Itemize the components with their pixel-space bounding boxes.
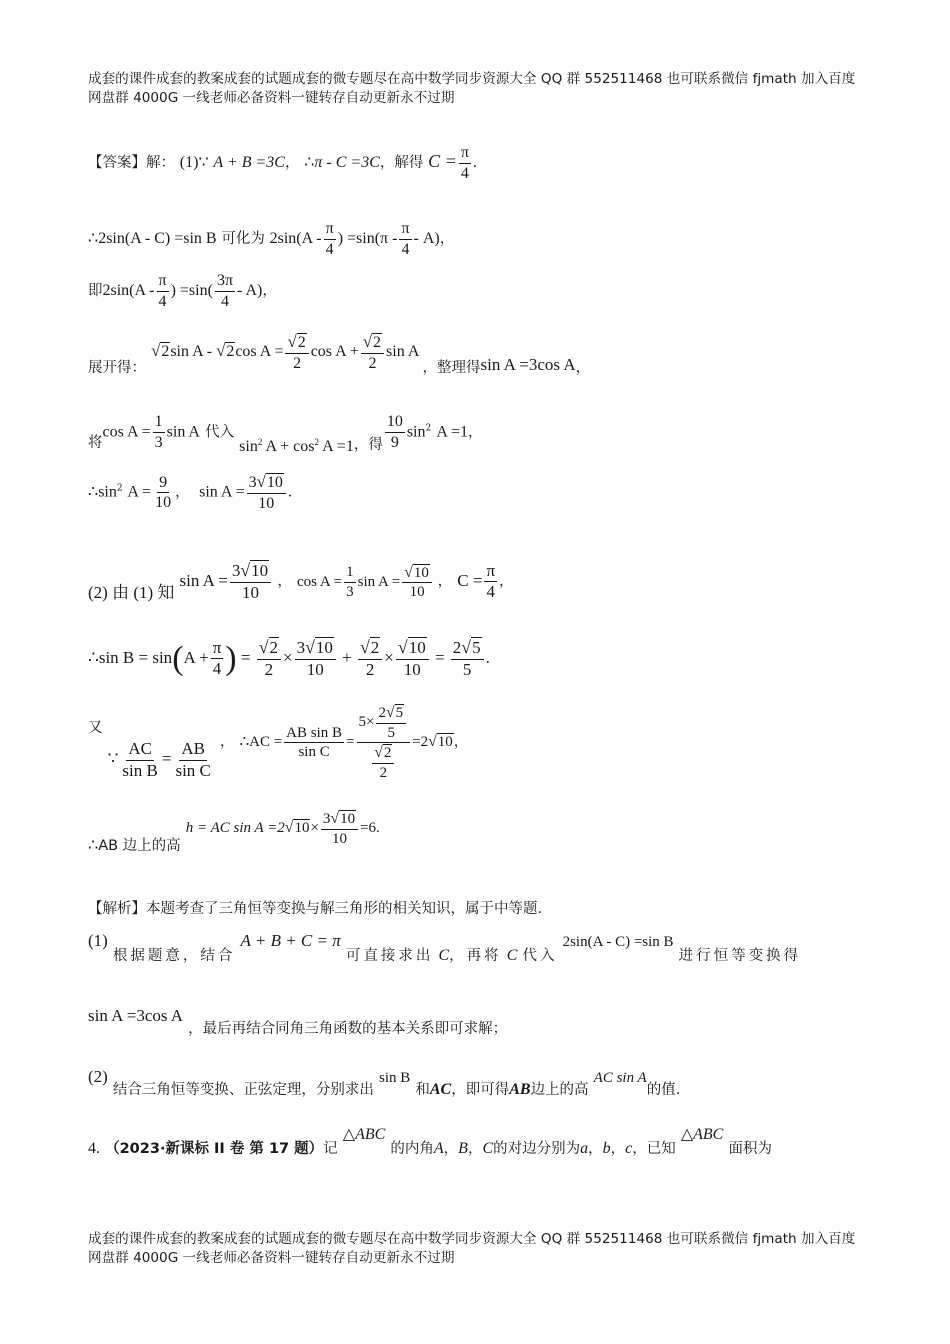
denominator: 10 <box>332 830 347 847</box>
var-c: C <box>438 947 450 964</box>
expr-part: cos A = <box>296 573 343 590</box>
answer-line-7 <box>88 561 514 602</box>
expr-part: sin <box>239 437 258 455</box>
radicand: 2 <box>370 638 380 657</box>
kehua-label: 可化为 <box>221 231 265 248</box>
zhengli-label: ，整理得 <box>422 360 481 377</box>
jie-label: 解： <box>146 155 175 172</box>
text-span: 记 <box>323 1141 338 1157</box>
question-source: （2023·新课标 II 卷 第 17 题） <box>105 1141 324 1157</box>
var-a: a <box>580 1140 589 1157</box>
comma: ， <box>610 1141 626 1157</box>
frac-pi-4 <box>459 144 471 182</box>
denominator: sin C <box>175 760 211 780</box>
denominator: 4 <box>401 240 410 258</box>
times: × <box>310 819 319 836</box>
denominator: 4 <box>460 164 469 182</box>
expr-acsina: AC sin A <box>593 1070 647 1086</box>
var-b: b <box>602 1140 611 1157</box>
period: . <box>485 647 490 667</box>
because-symbol: ∵ <box>198 154 209 172</box>
expr-part: ) =sin(π - <box>337 230 398 248</box>
text-span: 的对边分别为 <box>493 1141 581 1157</box>
frac-1-3 <box>344 564 356 600</box>
analysis-line-3 <box>88 1005 508 1037</box>
part-2-label: (2) 由 (1) 知 <box>88 582 175 602</box>
text-span: ，最后再结合同角三角函数的基本关系即可求解； <box>188 1021 508 1037</box>
text-span: 根据题意，结合 <box>112 948 236 964</box>
text-span: 边上的高 <box>530 1082 589 1098</box>
radicand: 2 <box>383 745 392 761</box>
footer-line-1: 成套的课件成套的教案成套的试题成套的微专题尽在高中数学同步资源大全 QQ 群 552511468 也可联系微信 fjmath 加入百度 <box>88 1231 856 1247</box>
equals: = <box>346 733 355 750</box>
frac-1-3 <box>153 413 165 451</box>
analysis-tag: 【解析】 <box>88 901 146 917</box>
denominator: 10 <box>241 582 259 602</box>
expr-part: sin A = <box>357 573 401 590</box>
dairu-label: 代入 <box>205 424 235 441</box>
expr-part: cos A + <box>310 343 359 361</box>
comma: ， <box>262 283 277 300</box>
answer-line-9 <box>88 704 468 781</box>
cos-expression <box>296 563 438 601</box>
frac-10-9 <box>385 413 405 451</box>
text-span: 的值. <box>646 1082 681 1098</box>
therefore-symbol: ∴ <box>239 733 250 750</box>
frac-sqrt2-2: $\frac{√2}{2}$ <box>361 333 384 372</box>
text-span: 代入 <box>522 948 558 964</box>
plus: + <box>342 647 352 667</box>
frac-sqrt10-10: $\frac{√10}{10}$ <box>402 564 432 601</box>
denominator: 10 <box>306 659 324 679</box>
denominator: 3 <box>154 433 163 451</box>
c-equals: C = <box>428 151 457 172</box>
expr-part: - A) <box>413 230 440 248</box>
numerator: AB sin B <box>284 725 344 744</box>
var-c-upper: C <box>482 1140 494 1157</box>
exponent: 2 <box>257 436 263 447</box>
var-c: C <box>506 947 518 964</box>
radicand: 2 <box>161 343 170 361</box>
numerator: 3π <box>215 272 235 292</box>
expr-part: sin B = sin <box>98 647 173 667</box>
denominator: 9 <box>390 433 399 451</box>
sqrt-2: √2 <box>151 341 170 361</box>
text-span: ，即可得 <box>451 1082 510 1098</box>
radicand: 2 <box>373 334 382 351</box>
answer-line-2 <box>88 220 454 258</box>
numerator: 9 <box>157 474 169 494</box>
part-1-label: (1) <box>179 154 199 172</box>
frac-sqrt2-2: $\frac{√2}{2}$ <box>358 638 382 679</box>
expr-part: A + cos <box>265 437 315 455</box>
equals: = <box>240 647 251 667</box>
question-number: 4. <box>88 1140 100 1157</box>
var-ac: AC <box>429 1081 452 1098</box>
frac-pi-4 <box>211 639 224 679</box>
frac-9-10 <box>153 474 173 512</box>
answer-line-3 <box>88 272 277 310</box>
expr-part: A + <box>183 647 209 667</box>
radicand: 5 <box>395 705 404 721</box>
expr-part: AC = <box>249 733 283 750</box>
zhankai-label: 展开得： <box>88 360 146 377</box>
radicand: 10 <box>340 811 356 827</box>
frac-pi-4 <box>399 220 411 258</box>
times: × <box>283 647 293 667</box>
frac-pi-4 <box>484 562 497 602</box>
triangle-abc: △ABC <box>680 1126 724 1143</box>
denominator: 4 <box>158 292 167 310</box>
sqrt-2: √2 <box>216 341 235 361</box>
height-label: AB 边上的高 <box>98 837 181 854</box>
denominator: 4 <box>212 659 222 679</box>
analysis-line-4 <box>88 1066 681 1098</box>
expr-part: =2 <box>412 733 429 750</box>
numerator: 1 <box>153 413 165 433</box>
answer-line-6 <box>88 473 292 512</box>
text-span: 进行恒等变换得 <box>678 948 802 964</box>
expr-part: 2sin(A - <box>102 282 155 300</box>
radicand: 10 <box>408 638 426 657</box>
height-computation <box>185 810 380 847</box>
ji-label: 即 <box>88 283 103 300</box>
answer-line-4 <box>88 332 591 377</box>
radicand: 10 <box>413 564 429 581</box>
exponent: 2 <box>116 483 123 494</box>
expr-part: - A) <box>237 282 263 300</box>
expr-part: sin A = <box>199 483 245 501</box>
denominator: 2 <box>379 764 388 781</box>
analysis-line-1 <box>88 897 542 918</box>
jiede-label: ，解得 <box>379 155 424 172</box>
known-values <box>179 560 278 602</box>
frac-3sqrt10-10: $\frac{3√10}{10}$ <box>295 638 336 679</box>
answer-line-10 <box>88 810 380 854</box>
you-label: 又 <box>88 719 103 736</box>
comma: ， <box>437 573 453 590</box>
comma: ， <box>467 1141 483 1157</box>
denominator: 4 <box>220 292 229 310</box>
expr-part: A =1 <box>436 423 469 441</box>
numerator: π <box>157 272 169 292</box>
numerator: π <box>459 144 471 164</box>
text-span: ，再将 <box>449 948 502 964</box>
denominator: 10 <box>155 494 172 512</box>
denominator: 10 <box>403 659 421 679</box>
numerator: AC <box>126 740 154 761</box>
text-span: ，已知 <box>632 1141 676 1157</box>
therefore-symbol: ∴ <box>88 483 99 501</box>
expr-part: sin <box>406 423 426 441</box>
sqrt-10: √10 <box>428 732 453 750</box>
question-4 <box>88 1123 772 1157</box>
numerator: AB <box>179 740 207 761</box>
ac-computation <box>239 704 454 781</box>
numerator: π <box>324 220 336 240</box>
equation-sin-3cos: sin A =3cos A <box>88 1006 184 1025</box>
comma: ， <box>175 484 190 501</box>
text-span: 面积为 <box>728 1141 772 1157</box>
text-span: 可直接求出 <box>345 948 434 964</box>
expand-expression <box>151 332 422 372</box>
var-b-upper: B <box>458 1140 468 1157</box>
comma: ， <box>453 733 469 750</box>
frac-2sqrt5-5: $\frac{2√5}{5}$ <box>376 704 406 741</box>
var-ab: AB <box>509 1081 531 1098</box>
equation-2sin: 2sin(A - C) =sin B <box>98 230 217 248</box>
frac-sqrt2-2: $\frac{√2}{2}$ <box>257 638 281 679</box>
frac-complex <box>357 704 411 781</box>
comma: ， <box>588 1141 603 1157</box>
comma: ， <box>219 733 235 750</box>
radicand: 2 <box>297 334 306 351</box>
denominator: 5 <box>462 659 472 679</box>
sqrt-10: √10 <box>284 818 310 836</box>
denominator: 10 <box>258 494 275 512</box>
frac-3pi-4 <box>215 272 235 310</box>
equation-sum-angles: A + B + C = π <box>240 931 341 950</box>
denominator: 2 <box>368 354 377 372</box>
comma: ， <box>277 573 292 590</box>
numerator: 10 <box>385 413 405 433</box>
frac-3sqrt10-10: $\frac{3√10}{10}$ <box>321 810 358 847</box>
result-sin-3cos: sin A =3cos A <box>480 355 576 375</box>
equals: = <box>161 748 172 768</box>
identity-expr <box>239 438 354 455</box>
therefore-symbol: ∴ <box>304 154 315 172</box>
frac-pi-4 <box>324 220 336 258</box>
five: 5 <box>358 713 366 730</box>
expr-part: C = <box>457 570 483 590</box>
frac-2sqrt5-5: $\frac{2√5}{5}$ <box>451 638 484 679</box>
denominator: 5 <box>387 724 396 741</box>
text-span: 的内角 <box>390 1141 434 1157</box>
c-value <box>457 560 499 602</box>
frac-ab-sinc <box>173 740 212 780</box>
jiang-label: 将 <box>88 434 103 451</box>
frac-sqrt2-2: $\frac{√2}{2}$ <box>372 744 394 781</box>
expr-part: ) =sin( <box>170 282 213 300</box>
frac-pi-4 <box>157 272 169 310</box>
radicand: 2 <box>226 343 235 361</box>
exponent: 2 <box>425 423 432 434</box>
denominator: sin C <box>298 744 330 760</box>
period: . <box>472 154 477 172</box>
expr-part: sin A = <box>179 570 228 590</box>
expr-part: A =1 <box>322 437 354 455</box>
therefore-symbol: ∴ <box>88 647 99 667</box>
denominator: 10 <box>409 584 425 601</box>
times: × <box>384 647 394 667</box>
header-line-1: 成套的课件成套的教案成套的试题成套的微专题尽在高中数学同步资源大全 QQ 群 552511468 也可联系微信 fjmath 加入百度 <box>88 71 856 87</box>
equals: = <box>434 647 445 667</box>
law-of-sines <box>107 738 215 780</box>
radicand: 10 <box>315 638 333 657</box>
radicand: 10 <box>266 474 283 491</box>
radicand: 2 <box>269 638 279 657</box>
expr-part: h = AC sin A =2 <box>185 819 285 836</box>
because-symbol: ∵ <box>107 748 119 768</box>
answer-tag: 【答案】 <box>88 155 146 172</box>
therefore-symbol: ∴ <box>88 230 99 248</box>
expr-sinb: sin B <box>379 1070 411 1086</box>
equation-pi-c: π - C =3C <box>314 154 380 172</box>
text-span: 和 <box>415 1082 430 1098</box>
expr-part: =6. <box>360 819 380 836</box>
footer-line-2: 网盘群 4000G 一线老师必备资料一键转存自动更新永不过期 <box>88 1250 455 1266</box>
radicand: 5 <box>472 638 481 657</box>
de-label: ，得 <box>353 436 383 453</box>
denominator: 4 <box>486 582 495 602</box>
header-line-2: 网盘群 4000G 一线老师必备资料一键转存自动更新永不过期 <box>88 90 455 106</box>
comma: ， <box>499 573 514 590</box>
radicand: 10 <box>251 561 269 580</box>
frac-3sqrt10-10: $\frac{3√10}{10}$ <box>230 561 271 602</box>
answer-line-5 <box>88 413 483 455</box>
expr-part: sin A - <box>170 343 213 361</box>
expr-part: 2sin(A - <box>269 230 322 248</box>
denominator: 4 <box>325 240 334 258</box>
comma: ， <box>443 1141 459 1157</box>
expr-part: cos A = <box>102 423 151 441</box>
text-span: 结合三角恒等变换、正弦定理，分别求出 <box>112 1082 374 1098</box>
comma: ， <box>468 424 483 441</box>
expr-part: sin <box>98 483 117 501</box>
radicand: 10 <box>294 819 310 836</box>
denominator: 2 <box>293 354 302 372</box>
answer-line-8 <box>88 638 490 679</box>
expr-part: cos A = <box>235 343 284 361</box>
var-a-upper: A <box>433 1140 444 1157</box>
equation-2sin: 2sin(A - C) =sin B <box>562 934 674 950</box>
expr-part: sin A <box>166 423 200 441</box>
equation-a-b-3c: A + B =3C <box>213 154 285 172</box>
part-1-label: (1) <box>88 931 108 950</box>
part-2-label: (2) <box>88 1067 108 1086</box>
denominator: 3 <box>346 583 354 600</box>
denominator: 2 <box>264 659 274 679</box>
numerator: π <box>211 639 224 660</box>
numerator: 1 <box>344 564 356 583</box>
radicand: 10 <box>437 733 453 750</box>
triangle-abc: △ABC <box>342 1126 386 1143</box>
sinb-derivation: ∴sin B = sin(A + $\frac{\pi}{4}$ ) = $\frac{√2}{2}$ × $\frac{3√10}{10}$ + $\frac{√2}{2}$ × $\frac{√10}{10}$ = $\frac{2√5}{5}$ . <box>88 637 490 679</box>
numerator: π <box>399 220 411 240</box>
period: . <box>287 483 292 501</box>
numerator: π <box>484 562 497 583</box>
answer-line-1 <box>88 144 477 182</box>
analysis-line-2 <box>88 930 802 964</box>
analysis-text: 本题考查了三角恒等变换与解三角形的相关知识，属于中等题. <box>146 901 543 917</box>
expr-part: sin A <box>386 343 419 361</box>
frac-ac-sinb <box>120 740 159 780</box>
frac-absinb-sinc <box>284 725 344 761</box>
expr-part: A = <box>127 483 152 501</box>
comma: ， <box>575 360 591 377</box>
frac-sqrt2-2: $\frac{√2}{2}$ <box>285 333 308 372</box>
comma: ， <box>439 231 455 248</box>
frac-sqrt10-10: $\frac{√10}{10}$ <box>396 638 429 679</box>
therefore-symbol: ∴ <box>88 836 99 854</box>
var-c: c <box>625 1140 633 1157</box>
comma: ， <box>284 155 300 172</box>
times: × <box>366 713 375 730</box>
frac-3sqrt10-10: $\frac{3√10}{10}$ <box>247 473 286 512</box>
denominator: 2 <box>365 659 375 679</box>
exponent: 2 <box>314 436 319 447</box>
denominator: sin B <box>122 760 158 780</box>
